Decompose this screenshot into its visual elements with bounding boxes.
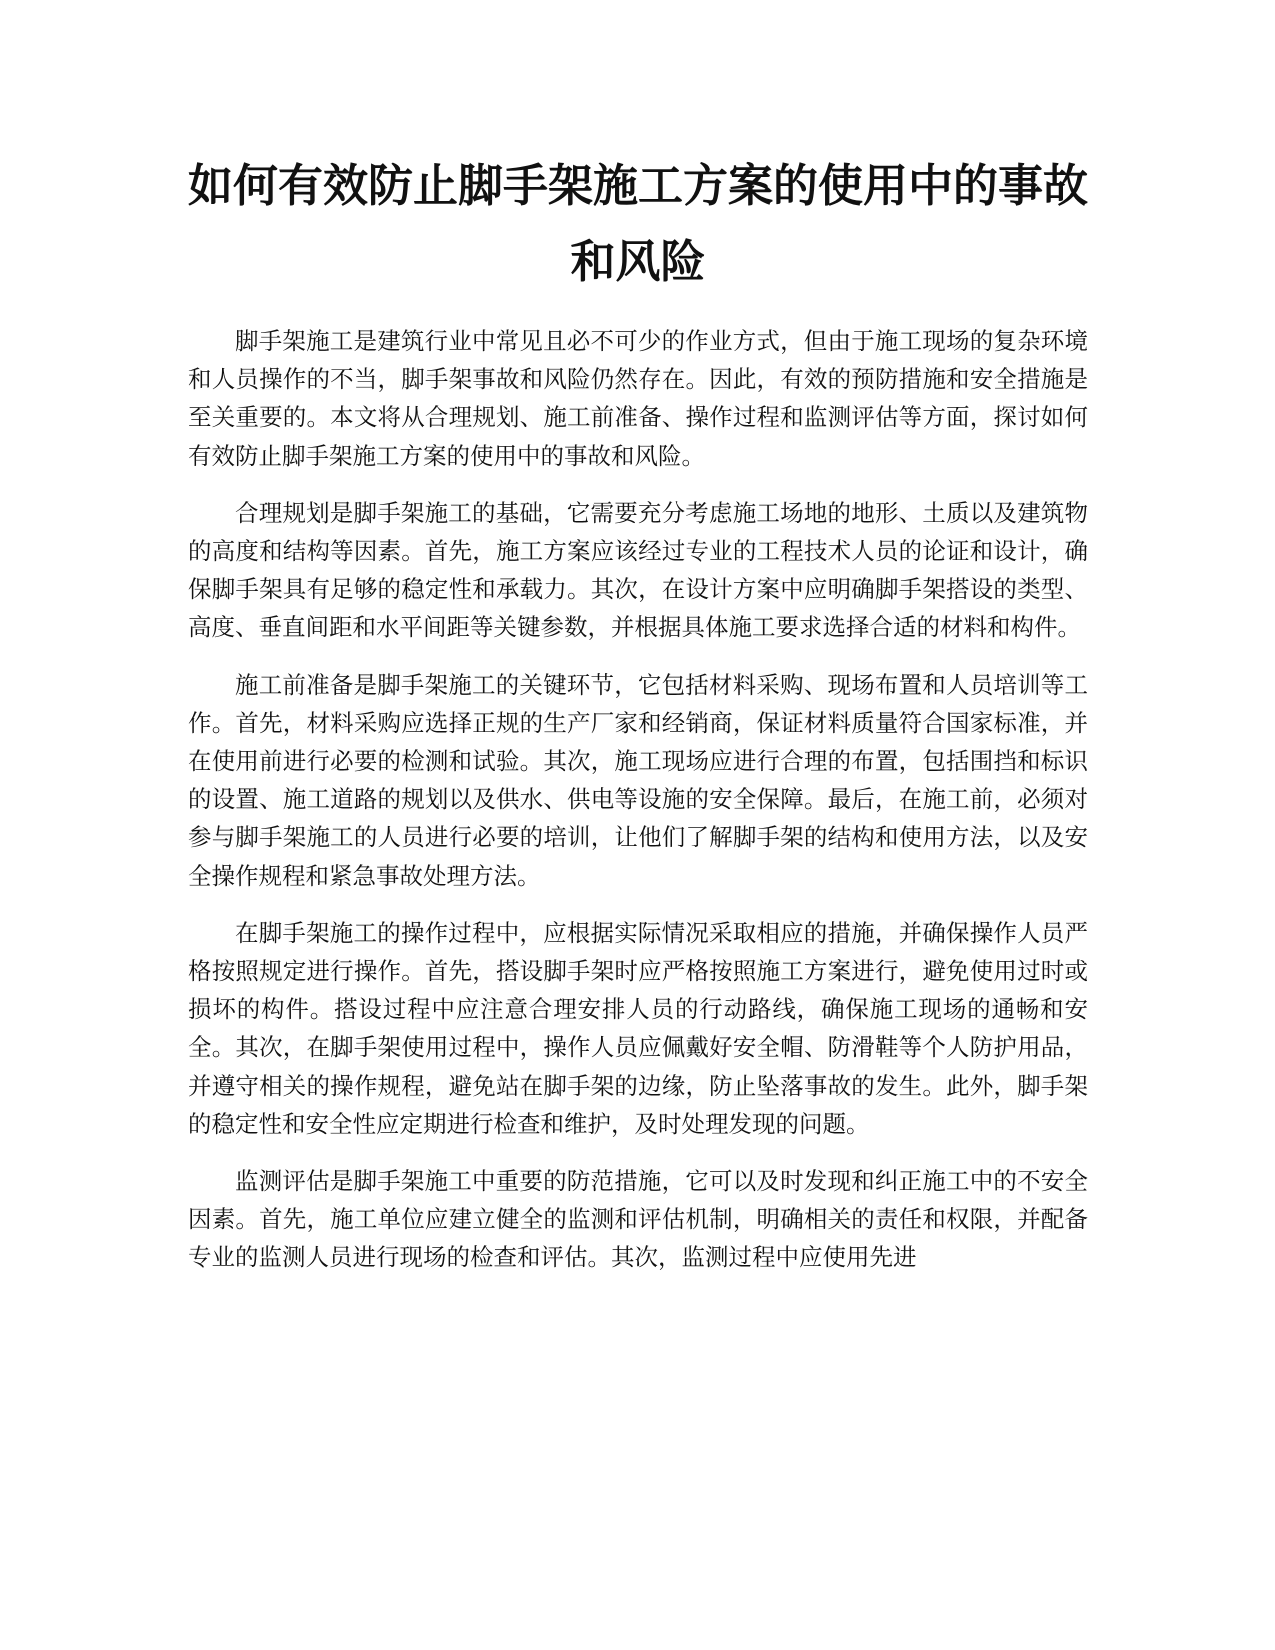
paragraph-preparation: 施工前准备是脚手架施工的关键环节，它包括材料采购、现场布置和人员培训等工作。首先，材料采购应选择正规的生产厂家和经销商，保证材料质量符合国家标准，并在使用前进行必要的检测和试验。其次，施工现场应进行合理的布置，包括围挡和标识的设置、施工道路的规划以及供水、供电等设施的安全保障。最后，在施工前，必须对参与脚手架施工的人员进行必要的培训，让他们了解脚手架的结构和使用方法，以及安全操作规程和紧急事故处理方法。: [188, 670, 1088, 890]
document-body: [188, 322, 1088, 1296]
paragraph-operation: 在脚手架施工的操作过程中，应根据实际情况采取相应的措施，并确保操作人员严格按照规定进行操作。首先，搭设脚手架时应严格按照施工方案进行，避免使用过时或损坏的构件。搭设过程中应注意合理安排人员的行动路线，确保施工现场的通畅和安全。其次，在脚手架使用过程中，操作人员应佩戴好安全帽、防滑鞋等个人防护用品，并遵守相关的操作规程，避免站在脚手架的边缘，防止坠落事故的发生。此外，脚手架的稳定性和安全性应定期进行检查和维护，及时处理发现的问题。: [188, 918, 1088, 1138]
document-title: 如何有效防止脚手架施工方案的使用中的事故和风险: [188, 159, 1089, 288]
paragraph-intro: 脚手架施工是建筑行业中常见且必不可少的作业方式，但由于施工现场的复杂环境和人员操作的不当，脚手架事故和风险仍然存在。因此，有效的预防措施和安全措施是至关重要的。本文将从合理规划、施工前准备、操作过程和监测评估等方面，探讨如何有效防止脚手架施工方案的使用中的事故和风险。: [188, 327, 1088, 470]
paragraph-monitoring: 监测评估是脚手架施工中重要的防范措施，它可以及时发现和纠正施工中的不安全因素。首先，施工单位应建立健全的监测和评估机制，明确相关的责任和权限，并配备专业的监测人员进行现场的检查和评估。其次，监测过程中应使用先进: [188, 1167, 1088, 1272]
paragraph-planning: 合理规划是脚手架施工的基础，它需要充分考虑施工场地的地形、土质以及建筑物的高度和结构等因素。首先，施工方案应该经过专业的工程技术人员的论证和设计，确保脚手架具有足够的稳定性和承载力。其次，在设计方案中应明确脚手架搭设的类型、高度、垂直间距和水平间距等关键参数，并根据具体施工要求选择合适的材料和构件。: [188, 498, 1088, 642]
